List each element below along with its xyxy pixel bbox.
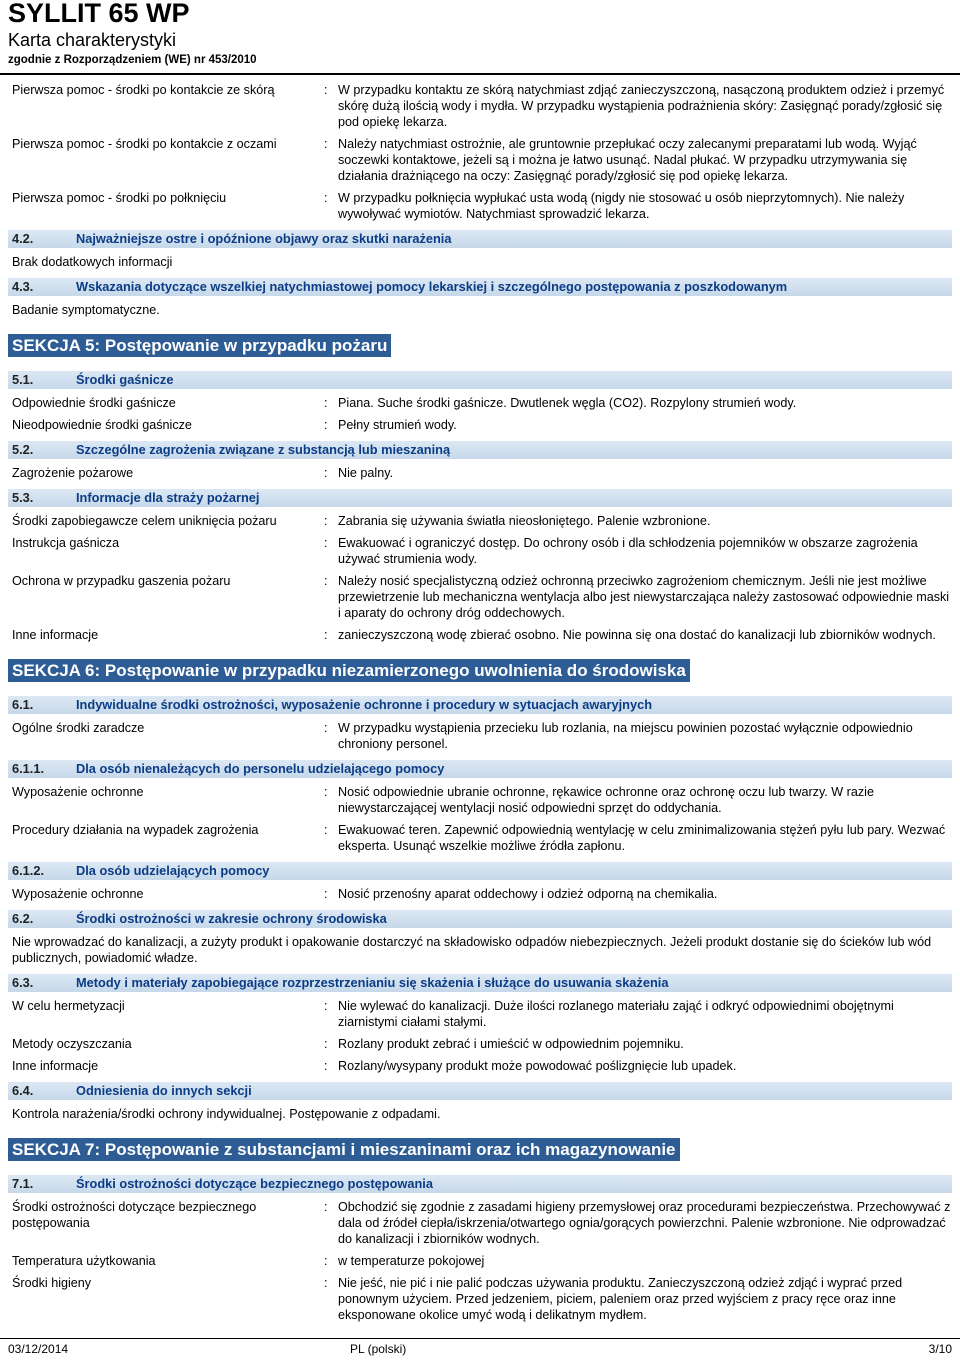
field-value: zanieczyszczoną wodę zbierać osobno. Nie powinna się ona dostać do kanalizacji lub zbiorników wodnych. — [338, 628, 936, 642]
field-label: Ogólne środki zaradcze — [12, 721, 145, 735]
subsection-title: Metody i materiały zapobiegające rozprzestrzenianiu się skażenia i służące do usuwania skażenia — [76, 975, 669, 990]
subsection-number: 4.2. — [12, 231, 34, 246]
document-header — [8, 0, 952, 67]
field-value: Nosić odpowiednie ubranie ochronne, rękawice ochronne oraz ochronę oczu lub twarzy. W razie niewystarczającej wentylacji nosić odpowiedni sprzęt do oddychania. — [338, 785, 874, 815]
subsection-number: 6.1. — [12, 697, 34, 712]
footer-rule — [0, 1338, 960, 1339]
field-row — [8, 1253, 952, 1269]
colon: : — [324, 1254, 328, 1268]
subsection-text: Kontrola narażenia/środki ochrony indywidualnej. Postępowanie z odpadami. — [12, 1107, 441, 1121]
field-row — [8, 465, 952, 481]
field-label: Pierwsza pomoc - środki po połknięciu — [12, 191, 227, 205]
field-label: W celu hermetyzacji — [12, 999, 125, 1013]
field-value: W przypadku kontaktu ze skórą natychmiast zdjąć zanieczyszczoną, nasączoną produktem odzież i przemyć skórę dużą ilością wody i mydła. W przypadku wystąpienia podrażnienia skóry: Zasięgnąć porady/zgłosić się pod opiekę lekarza. — [338, 83, 945, 129]
subsection-number: 6.1.2. — [12, 863, 45, 878]
field-row — [8, 573, 952, 621]
field-label: Inne informacje — [12, 628, 99, 642]
field-label: Pierwsza pomoc - środki po kontakcie ze skórą — [12, 83, 275, 97]
field-value: Nie jeść, nie pić i nie palić podczas używania produktu. Zanieczyszczoną odzież zdjąć i wyprać przed ponownym użyciem. Przed jedzeniem, piciem, paleniem oraz przed wyjściem z pracy ręce oraz inne eksponowane okolice umyć wodą i delikatnym mydłem. — [338, 1276, 903, 1322]
subsection-title: Dla osób udzielających pomocy — [76, 863, 270, 878]
field-label: Środki higieny — [12, 1276, 92, 1290]
field-row — [8, 535, 952, 567]
subsection-6-1-1-header — [8, 760, 952, 778]
colon: : — [324, 628, 328, 642]
colon: : — [324, 466, 328, 480]
field-value: Ewakuować teren. Zapewnić odpowiednią wentylację w celu zminimalizowania stężeń pyłu lub pary. Wezwać eksperta. Usunąć wszelkie możliwe źródła zapłonu. — [338, 823, 946, 853]
regulation: zgodnie z Rozporządzeniem (WE) nr 453/2010 — [8, 54, 257, 66]
subsection-number: 7.1. — [12, 1176, 34, 1191]
doc-type: Karta charakterystyki — [8, 30, 177, 50]
colon: : — [324, 191, 328, 205]
field-label: Pierwsza pomoc - środki po kontakcie z oczami — [12, 137, 277, 151]
subsection-6-4-header — [8, 1082, 952, 1100]
subsection-text: Badanie symptomatyczne. — [12, 303, 160, 317]
field-value: Należy natychmiast ostrożnie, ale gruntownie przepłukać oczy zalecanymi preparatami lub wodą. Wyjąć soczewki kontaktowe, jeżeli są i można je łatwo usunąć. Nadal płukać. W przypadku utrzymywania się działania drażniącego na oczy: Zasięgnąć porady/zgłosić się pod opiekę lekarza. — [338, 137, 917, 183]
field-value: Ewakuować i ograniczyć dostęp. Do ochrony osób i dla schłodzenia pojemników w obszarze zagrożenia używać strumienia wody. — [338, 536, 918, 566]
page-footer — [8, 1342, 952, 1356]
field-value: W przypadku połknięcia wypłukać usta wodą (nigdy nie stosować u osób nieprzytomnych). Nie należy wywoływać wymiotów. Natychmiast sprowadzić lekarza. — [338, 191, 905, 221]
field-value: Rozlany/wysypany produkt może powodować poślizgnięcie lub upadek. — [338, 1059, 737, 1073]
colon: : — [324, 785, 328, 799]
subsection-6-2-header — [8, 910, 952, 928]
field-value: Nosić przenośny aparat oddechowy i odzież odporną na chemikalia. — [338, 887, 718, 901]
colon: : — [324, 83, 328, 97]
subsection-5-3-header — [8, 489, 952, 507]
colon: : — [324, 999, 328, 1013]
subsection-number: 6.2. — [12, 911, 34, 926]
subsection-title: Odniesienia do innych sekcji — [76, 1083, 252, 1098]
subsection-title: Środki ostrożności w zakresie ochrony środowiska — [76, 911, 387, 926]
field-row — [8, 136, 952, 184]
field-value: Nie wylewać do kanalizacji. Duże ilości rozlanego materiału zająć i odkryć odpowiednimi obojętnymi ziarnistymi ciałami stałymi. — [338, 999, 894, 1029]
colon: : — [324, 1200, 328, 1214]
field-value: Pełny strumień wody. — [338, 418, 457, 432]
subsection-text: Nie wprowadzać do kanalizacji, a zużyty produkt i opakowanie dostarczyć na składowisko odpadów niebezpiecznych. Jeżeli produkt dostanie się do ścieków lub wód publicznych, powiadomić władze. — [12, 935, 932, 965]
subsection-number: 6.1.1. — [12, 761, 45, 776]
field-value: Należy nosić specjalistyczną odzież ochronną przeciwko zagrożeniom chemicznym. Jeśli nie jest możliwe przewietrzenie lub mechaniczna wentylacja albo jest niewystarczająca należy zastosować odpowiednie maski i aparaty do ochrony dróg oddechowych. — [338, 574, 950, 620]
subsection-title: Wskazania dotyczące wszelkiej natychmiastowej pomocy lekarskiej i szczególnego postępowania z poszkodowanym — [76, 279, 788, 294]
field-row — [8, 1275, 952, 1323]
subsection-title: Najważniejsze ostre i opóźnione objawy oraz skutki narażenia — [76, 231, 452, 246]
document-body — [8, 82, 952, 1329]
field-label: Wyposażenie ochronne — [12, 785, 144, 799]
section-6-header: SEKCJA 6: Postępowanie w przypadku niezamierzonego uwolnienia do środowiska — [8, 659, 690, 682]
field-row — [8, 82, 952, 130]
field-row — [8, 1036, 952, 1052]
field-row — [8, 417, 952, 433]
field-row — [8, 1199, 952, 1247]
footer-language: PL (polski) — [350, 1342, 407, 1356]
field-label: Odpowiednie środki gaśnicze — [12, 396, 176, 410]
field-value: Zabrania się używania światła nieosłoniętego. Palenie wzbronione. — [338, 514, 711, 528]
field-label: Środki zapobiegawcze celem uniknięcia pożaru — [12, 514, 277, 528]
colon: : — [324, 514, 328, 528]
field-value: w temperaturze pokojowej — [338, 1254, 485, 1268]
field-label: Instrukcja gaśnicza — [12, 536, 120, 550]
field-value: W przypadku wystąpienia przecieku lub rozlania, na miejscu powinien pozostać wyłącznie odpowiednio chroniony personel. — [338, 721, 913, 751]
page-number: 3/10 — [928, 1342, 952, 1356]
colon: : — [324, 574, 328, 588]
field-value: Obchodzić się zgodnie z zasadami higieny przemysłowej oraz procedurami bezpieczeństwa. Przechowywać z dala od źródeł ciepła/iskrzenia/otwartego ognia/gorących powierzchni. Palenie wzbronione. Nie odprowadzać do kanalizacji i zbiorników wodnych. — [338, 1200, 951, 1246]
subsection-title: Szczególne zagrożenia związane z substancją lub mieszaniną — [76, 442, 451, 457]
colon: : — [324, 536, 328, 550]
field-row — [8, 784, 952, 816]
product-name: SYLLIT 65 WP — [8, 0, 190, 28]
subsection-6-1-2-header — [8, 862, 952, 880]
subsection-number: 5.3. — [12, 490, 34, 505]
subsection-number: 6.3. — [12, 975, 34, 990]
subsection-number: 4.3. — [12, 279, 34, 294]
field-label: Inne informacje — [12, 1059, 99, 1073]
header-rule — [0, 73, 960, 75]
subsection-title: Indywidualne środki ostrożności, wyposażenie ochronne i procedury w sytuacjach awaryjnych — [76, 697, 653, 712]
subsection-title: Informacje dla straży pożarnej — [76, 490, 260, 505]
subsection-7-1-header — [8, 1175, 952, 1193]
field-value: Piana. Suche środki gaśnicze. Dwutlenek węgla (CO2). Rozpylony strumień wody. — [338, 396, 797, 410]
field-row — [8, 190, 952, 222]
field-label: Ochrona w przypadku gaszenia pożaru — [12, 574, 231, 588]
field-value: Rozlany produkt zebrać i umieścić w odpowiednim pojemniku. — [338, 1037, 684, 1051]
colon: : — [324, 1037, 328, 1051]
field-label: Procedury działania na wypadek zagrożenia — [12, 823, 259, 837]
subsection-title: Dla osób nienależących do personelu udzielającego pomocy — [76, 761, 445, 776]
subsection-4-3-header — [8, 278, 952, 296]
colon: : — [324, 1059, 328, 1073]
field-row — [8, 886, 952, 902]
subsection-5-2-header — [8, 441, 952, 459]
subsection-number: 5.2. — [12, 442, 34, 457]
field-label: Temperatura użytkowania — [12, 1254, 156, 1268]
colon: : — [324, 396, 328, 410]
field-label: Wyposażenie ochronne — [12, 887, 144, 901]
subsection-title: Środki ostrożności dotyczące bezpiecznego postępowania — [76, 1176, 433, 1191]
subsection-4-2-header — [8, 230, 952, 248]
subsection-title: Środki gaśnicze — [76, 372, 174, 387]
field-row — [8, 513, 952, 529]
field-label: Nieodpowiednie środki gaśnicze — [12, 418, 192, 432]
colon: : — [324, 887, 328, 901]
colon: : — [324, 1276, 328, 1290]
subsection-6-1-header — [8, 696, 952, 714]
field-row — [8, 720, 952, 752]
field-row — [8, 395, 952, 411]
colon: : — [324, 137, 328, 151]
field-label: Metody oczyszczania — [12, 1037, 132, 1051]
colon: : — [324, 721, 328, 735]
subsection-number: 6.4. — [12, 1083, 34, 1098]
subsection-5-1-header — [8, 371, 952, 389]
subsection-number: 5.1. — [12, 372, 34, 387]
section-7-header: SEKCJA 7: Postępowanie z substancjami i mieszaninami oraz ich magazynowanie — [8, 1138, 680, 1161]
field-row — [8, 627, 952, 643]
subsection-text: Brak dodatkowych informacji — [12, 255, 173, 269]
colon: : — [324, 823, 328, 837]
subsection-6-3-header — [8, 974, 952, 992]
footer-date: 03/12/2014 — [8, 1342, 69, 1356]
field-value: Nie palny. — [338, 466, 394, 480]
field-row — [8, 1058, 952, 1074]
field-row — [8, 822, 952, 854]
field-label: Zagrożenie pożarowe — [12, 466, 134, 480]
colon: : — [324, 418, 328, 432]
section-5-header: SEKCJA 5: Postępowanie w przypadku pożaru — [8, 334, 391, 357]
field-label: Środki ostrożności dotyczące bezpiecznego postępowania — [12, 1200, 257, 1230]
field-row — [8, 998, 952, 1030]
